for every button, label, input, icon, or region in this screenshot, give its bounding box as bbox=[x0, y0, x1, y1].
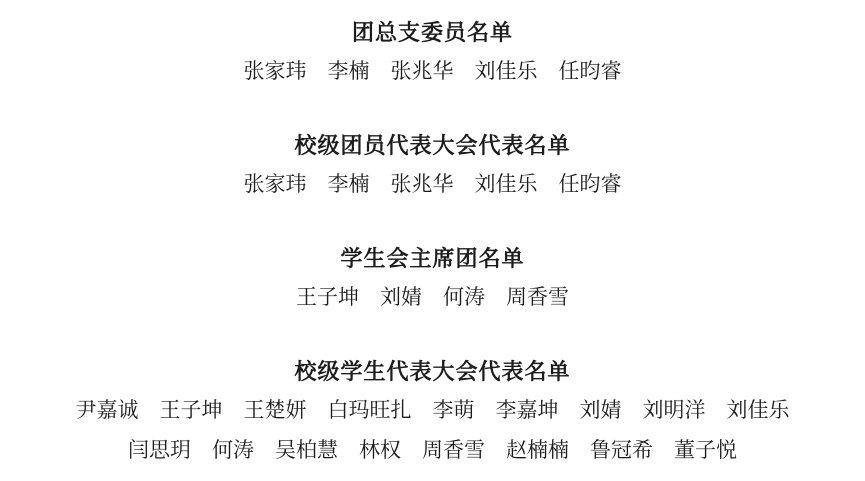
section-title: 团总支委员名单 bbox=[351, 20, 513, 46]
name-line: 尹嘉诚 王子坤 王楚妍 白玛旺扎 李萌 李嘉坤 刘婧 刘明洋 刘佳乐 bbox=[75, 398, 790, 422]
section-title: 校级学生代表大会代表名单 bbox=[294, 359, 571, 385]
name-line: 张家玮 李楠 张兆华 刘佳乐 任昀睿 bbox=[243, 172, 622, 196]
section-student-congress bbox=[0, 353, 865, 471]
section-student-union-presidium bbox=[0, 240, 865, 316]
name-line: 闫思玥 何涛 吴柏慧 林权 周香雪 赵楠楠 鲁冠希 董子悦 bbox=[128, 438, 737, 462]
section-league-branch-committee bbox=[0, 14, 865, 90]
section-title: 学生会主席团名单 bbox=[340, 246, 525, 272]
name-line: 张家玮 李楠 张兆华 刘佳乐 任昀睿 bbox=[243, 59, 622, 83]
section-league-member-congress bbox=[0, 127, 865, 203]
section-title: 校级团员代表大会代表名单 bbox=[294, 133, 571, 159]
name-line: 王子坤 刘婧 何涛 周香雪 bbox=[296, 285, 569, 309]
